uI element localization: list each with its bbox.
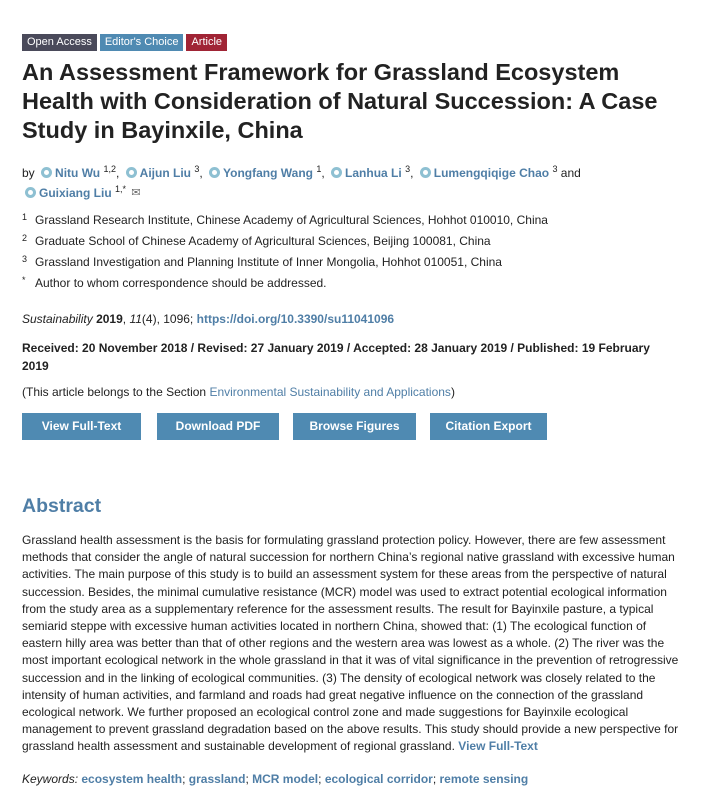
keyword-link[interactable]: grassland [188,772,246,786]
citation-export-button[interactable]: Citation Export [430,413,547,440]
abstract-heading: Abstract [22,495,102,517]
authors-and: and [560,166,581,180]
affiliation-text: Grassland Investigation and Planning Institute of Inner Mongolia, Hohhot 010051, China [35,255,502,269]
keywords-label: Keywords: [22,772,79,786]
author-link[interactable]: Aijun Liu [139,166,191,180]
keyword-link[interactable]: ecosystem health [81,772,183,786]
citation-volume: 11 [129,312,142,326]
view-full-text-button[interactable]: View Full-Text [22,413,141,440]
view-full-text-link[interactable]: View Full-Text [458,739,538,754]
keyword-link[interactable]: ecological corridor [324,772,433,786]
affiliation-number: 2 [22,233,28,243]
affiliation-text: Grassland Research Institute, Chinese Academy of Agricultural Sciences, Hohhot 010010, China [35,213,548,227]
section-link[interactable]: Environmental Sustainability and Applications [209,385,451,399]
open-access-badge[interactable]: Open Access [22,34,97,51]
journal-name: Sustainability [22,312,93,326]
profile-icon [420,167,431,178]
profile-icon [126,167,137,178]
author-affiliation-sup: 3 [552,164,558,174]
affiliation-number: 3 [22,254,28,264]
section-note-suffix: ) [450,385,455,399]
affiliation-number: * [22,275,26,285]
profile-icon [331,167,342,178]
download-pdf-button[interactable]: Download PDF [157,413,279,440]
citation-year: 2019 [96,312,123,326]
citation-issue-pages: (4), 1096; [141,312,194,326]
profile-icon [209,167,220,178]
author-affiliation-sup: 1,2 [103,164,116,174]
section-note-prefix: (This article belongs to the Section [22,385,207,399]
author-affiliation-sup: 3 [194,164,200,174]
author-link[interactable]: Yongfang Wang [223,166,314,180]
author-link[interactable]: Lanhua Li [345,166,402,180]
affiliation-text: Author to whom correspondence should be addressed. [35,276,327,290]
profile-icon [25,187,36,198]
section-note [22,385,455,399]
abstract-body: Grassland health assessment is the basis for formulating grassland protection policy. However, there are few assessment methods that consider the angle of natural succession for northern China’s regional native grassland with excessive human activities. The main purpose of this study is to build an assessment system for these areas from the perspective of natural succession. Besides, the minimal cumulative resistance (MCR) model was used to extract potential ecological information from the study area as a supplementary reference for the assessment results. The result for Bayinxile pasture, a typical semiarid steppe with excessive human activities located in northern China, showed that: (1) The ecological function of eastern hilly area was better than that of other regions and the western area was lowest as a whole. (2) The river was the most important ecological network in the whole grassland in that it was of vital significance in the prevention of retrogressive succession and in the linking of ecological communities. (3) The density of ecological network was closely related to the intensity of human activities, and farmland and roads had great negative influence on the connection of the grassland ecological network. We further proposed an ecological control zone and made suggestions for Bayinxile ecological management to prevent grassland degradation based on the above results. This study should provide a new perspective for grassland health assessment and sustainable development of regional grassland. [22,533,679,754]
article-type-badge: Article [186,34,227,51]
author-link[interactable]: Nitu Wu [55,166,101,180]
abstract-text [22,532,682,756]
doi-link[interactable]: https://doi.org/10.3390/su11041096 [196,312,395,326]
author-list: by Nitu Wu $^{1,2}$, Aijun Liu $^3$, Yongfang Wang $^1$, Lanhua Li $^3$, Lumengqiqige Chao $^3$ and Guixiang Liu $^{1,*}$ ✉ [22,163,662,203]
profile-icon [41,167,52,178]
badge-row [22,34,227,51]
editors-choice-badge[interactable]: Editor's Choice [100,34,184,51]
author-link[interactable]: Guixiang Liu [39,186,112,200]
keyword-link[interactable]: MCR model [252,772,319,786]
author-affiliation-sup: 1 [316,164,322,174]
author-affiliation-sup: 3 [405,164,411,174]
citation-line: Sustainability 2019, 11(4), 1096; https://doi.org/10.3390/su11041096 [22,312,395,326]
affiliation-number: 1 [22,212,28,222]
keyword-link[interactable]: remote sensing [439,772,529,786]
article-title: An Assessment Framework for Grassland Ecosystem Health with Consideration of Natural Succession: A Case Study in Bayinxile, China [22,59,658,143]
browse-figures-button[interactable]: Browse Figures [293,413,416,440]
mail-icon[interactable]: ✉ [131,187,141,199]
affiliation-text: Graduate School of Chinese Academy of Agricultural Sciences, Beijing 100081, China [35,234,491,248]
author-link[interactable]: Lumengqiqige Chao [433,166,550,180]
author-affiliation-sup: 1,* [115,184,127,194]
authors-prefix: by [22,166,35,180]
publication-dates: Received: 20 November 2018 / Revised: 27 January 2019 / Accepted: 28 January 2019 / Published: 19 February 2019 [22,341,650,373]
keywords-line: Keywords: ecosystem health; grassland; MCR model; ecological corridor; remote sensing [22,772,529,786]
